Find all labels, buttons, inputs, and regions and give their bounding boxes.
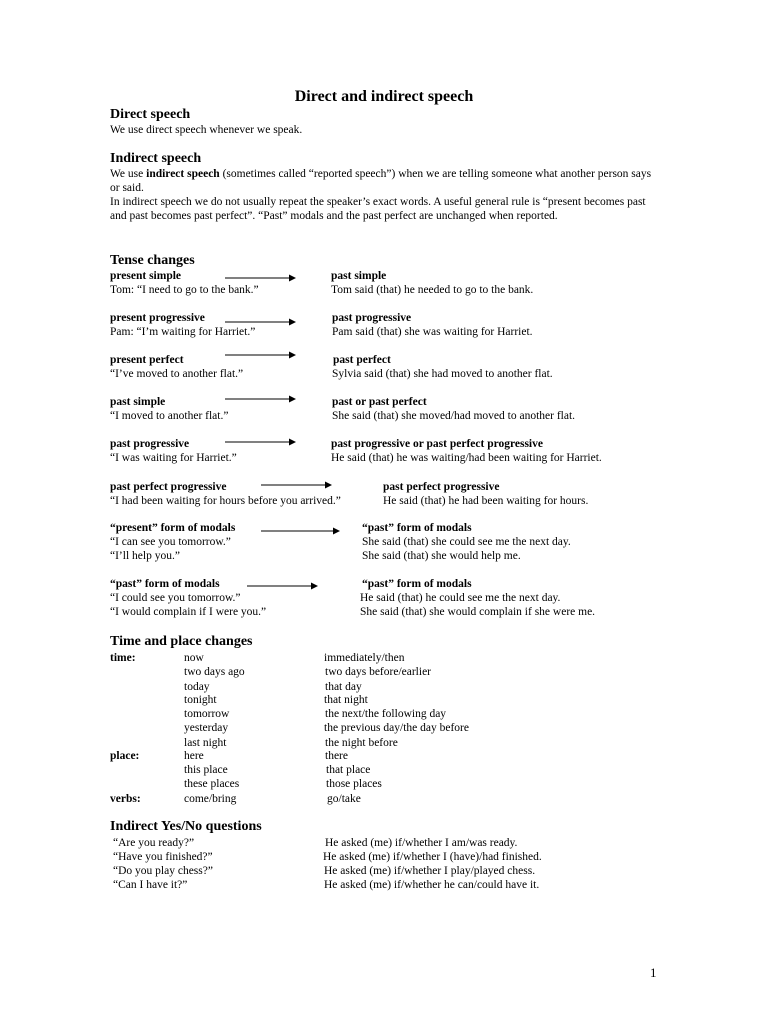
tense-to-label: “past” form of modals bbox=[362, 522, 472, 534]
time-place-to: the previous day/the day before bbox=[324, 722, 469, 734]
tense-to-label: past simple bbox=[331, 270, 387, 282]
tense-from-label: present simple bbox=[110, 270, 182, 282]
time-place-to: there bbox=[325, 750, 348, 762]
reported-example: She said (that) she could see me the next day. bbox=[362, 536, 571, 548]
reported-example: He said (that) he was waiting/had been waiting for Harriet. bbox=[331, 452, 602, 464]
indirect-speech-paragraph-1 bbox=[110, 167, 655, 195]
time-place-to: go/take bbox=[327, 793, 361, 805]
time-place-from: tonight bbox=[184, 694, 217, 706]
indirect-speech-heading: Indirect speech bbox=[110, 151, 202, 166]
change-category-label: verbs: bbox=[110, 793, 141, 805]
reported-question: He asked (me) if/whether I am/was ready. bbox=[325, 837, 518, 849]
indirect-p1-bold: indirect speech bbox=[146, 168, 220, 180]
time-place-from: come/bring bbox=[184, 793, 237, 805]
reported-example: Sylvia said (that) she had moved to another flat. bbox=[332, 368, 553, 380]
arrow-icon bbox=[225, 437, 297, 447]
tense-from-label: past progressive bbox=[110, 438, 190, 450]
direct-speech-text: We use direct speech whenever we speak. bbox=[110, 124, 303, 136]
reported-example: She said (that) she moved/had moved to another flat. bbox=[332, 410, 576, 422]
reported-example: She said (that) she would complain if she were me. bbox=[360, 606, 596, 618]
change-category-label: place: bbox=[110, 750, 140, 762]
time-place-to: those places bbox=[326, 778, 382, 790]
reported-question: He asked (me) if/whether I (have)/had finished. bbox=[323, 851, 542, 863]
direct-example: Tom: “I need to go to the bank.” bbox=[110, 284, 259, 296]
direct-question: “Have you finished?” bbox=[113, 851, 213, 863]
tense-to-label: past or past perfect bbox=[332, 396, 427, 408]
direct-example: “I can see you tomorrow.” bbox=[110, 536, 231, 548]
tense-from-label: “present” form of modals bbox=[110, 522, 236, 534]
direct-example: “I’ll help you.” bbox=[110, 550, 180, 562]
tense-to-label: past progressive or past perfect progressive bbox=[331, 438, 543, 450]
page-title: Direct and indirect speech bbox=[294, 88, 474, 105]
tense-from-label: present progressive bbox=[110, 312, 205, 324]
time-place-to: the night before bbox=[325, 737, 398, 749]
indirect-speech-paragraph-2: In indirect speech we do not usually repeat the speaker’s exact words. A useful general rule is “present becomes past and past becomes past perfect”. “Past” modals and the past perfect are unchanged when reported. bbox=[110, 196, 646, 222]
reported-question: He asked (me) if/whether I play/played chess. bbox=[324, 865, 536, 877]
yes-no-questions-heading: Indirect Yes/No questions bbox=[110, 819, 262, 834]
time-place-to: that day bbox=[325, 681, 362, 693]
arrow-icon bbox=[261, 480, 333, 490]
arrow-icon bbox=[261, 526, 341, 536]
reported-example: He said (that) he could see me the next day. bbox=[360, 592, 561, 604]
time-place-from: this place bbox=[184, 764, 228, 776]
indirect-p1-pre: We use bbox=[110, 168, 147, 180]
tense-to-label: past perfect progressive bbox=[383, 481, 500, 493]
reported-example: Tom said (that) he needed to go to the bank. bbox=[331, 284, 534, 296]
time-place-to: that place bbox=[326, 764, 371, 776]
time-place-to: immediately/then bbox=[324, 652, 405, 664]
tense-from-label: present perfect bbox=[110, 354, 184, 366]
direct-example: “I would complain if I were you.” bbox=[110, 606, 267, 618]
direct-example: “I’ve moved to another flat.” bbox=[110, 368, 244, 380]
direct-example: “I was waiting for Harriet.” bbox=[110, 452, 237, 464]
time-place-to: the next/the following day bbox=[325, 708, 447, 720]
reported-question: He asked (me) if/whether he can/could have it. bbox=[324, 879, 540, 891]
time-place-to: two days before/earlier bbox=[325, 666, 432, 678]
reported-example: Pam said (that) she was waiting for Harriet. bbox=[332, 326, 533, 338]
time-place-heading: Time and place changes bbox=[110, 634, 253, 649]
reported-example: He said (that) he had been waiting for hours. bbox=[383, 495, 589, 507]
direct-example: “I could see you tomorrow.” bbox=[110, 592, 241, 604]
direct-example: “I had been waiting for hours before you arrived.” bbox=[110, 495, 341, 507]
tense-changes-heading: Tense changes bbox=[110, 253, 195, 268]
time-place-from: last night bbox=[184, 737, 227, 749]
time-place-from: tomorrow bbox=[184, 708, 230, 720]
time-place-to: that night bbox=[324, 694, 368, 706]
time-place-from: these places bbox=[184, 778, 240, 790]
tense-from-label: past simple bbox=[110, 396, 166, 408]
arrow-icon bbox=[225, 394, 297, 404]
time-place-from: now bbox=[184, 652, 204, 664]
direct-speech-heading: Direct speech bbox=[110, 107, 191, 122]
reported-example: She said (that) she would help me. bbox=[362, 550, 521, 562]
direct-question: “Do you play chess?” bbox=[113, 865, 213, 877]
direct-question: “Are you ready?” bbox=[113, 837, 195, 849]
time-place-from: today bbox=[184, 681, 210, 693]
arrow-icon bbox=[225, 273, 297, 283]
page-number: 1 bbox=[650, 965, 657, 980]
tense-from-label: past perfect progressive bbox=[110, 481, 227, 493]
tense-to-label: past perfect bbox=[333, 354, 391, 366]
arrow-icon bbox=[225, 350, 297, 360]
time-place-from: yesterday bbox=[184, 722, 229, 734]
time-place-from: here bbox=[184, 750, 204, 762]
tense-to-label: past progressive bbox=[332, 312, 412, 324]
tense-to-label: “past” form of modals bbox=[362, 578, 472, 590]
time-place-from: two days ago bbox=[184, 666, 245, 678]
tense-from-label: “past” form of modals bbox=[110, 578, 220, 590]
change-category-label: time: bbox=[110, 652, 136, 664]
arrow-icon bbox=[247, 581, 319, 591]
direct-example: “I moved to another flat.” bbox=[110, 410, 229, 422]
direct-example: Pam: “I’m waiting for Harriet.” bbox=[110, 326, 256, 338]
indirect-p1-post: (sometimes called “reported speech”) when we are telling someone what another person says or said. bbox=[110, 168, 652, 194]
direct-question: “Can I have it?” bbox=[113, 879, 188, 891]
